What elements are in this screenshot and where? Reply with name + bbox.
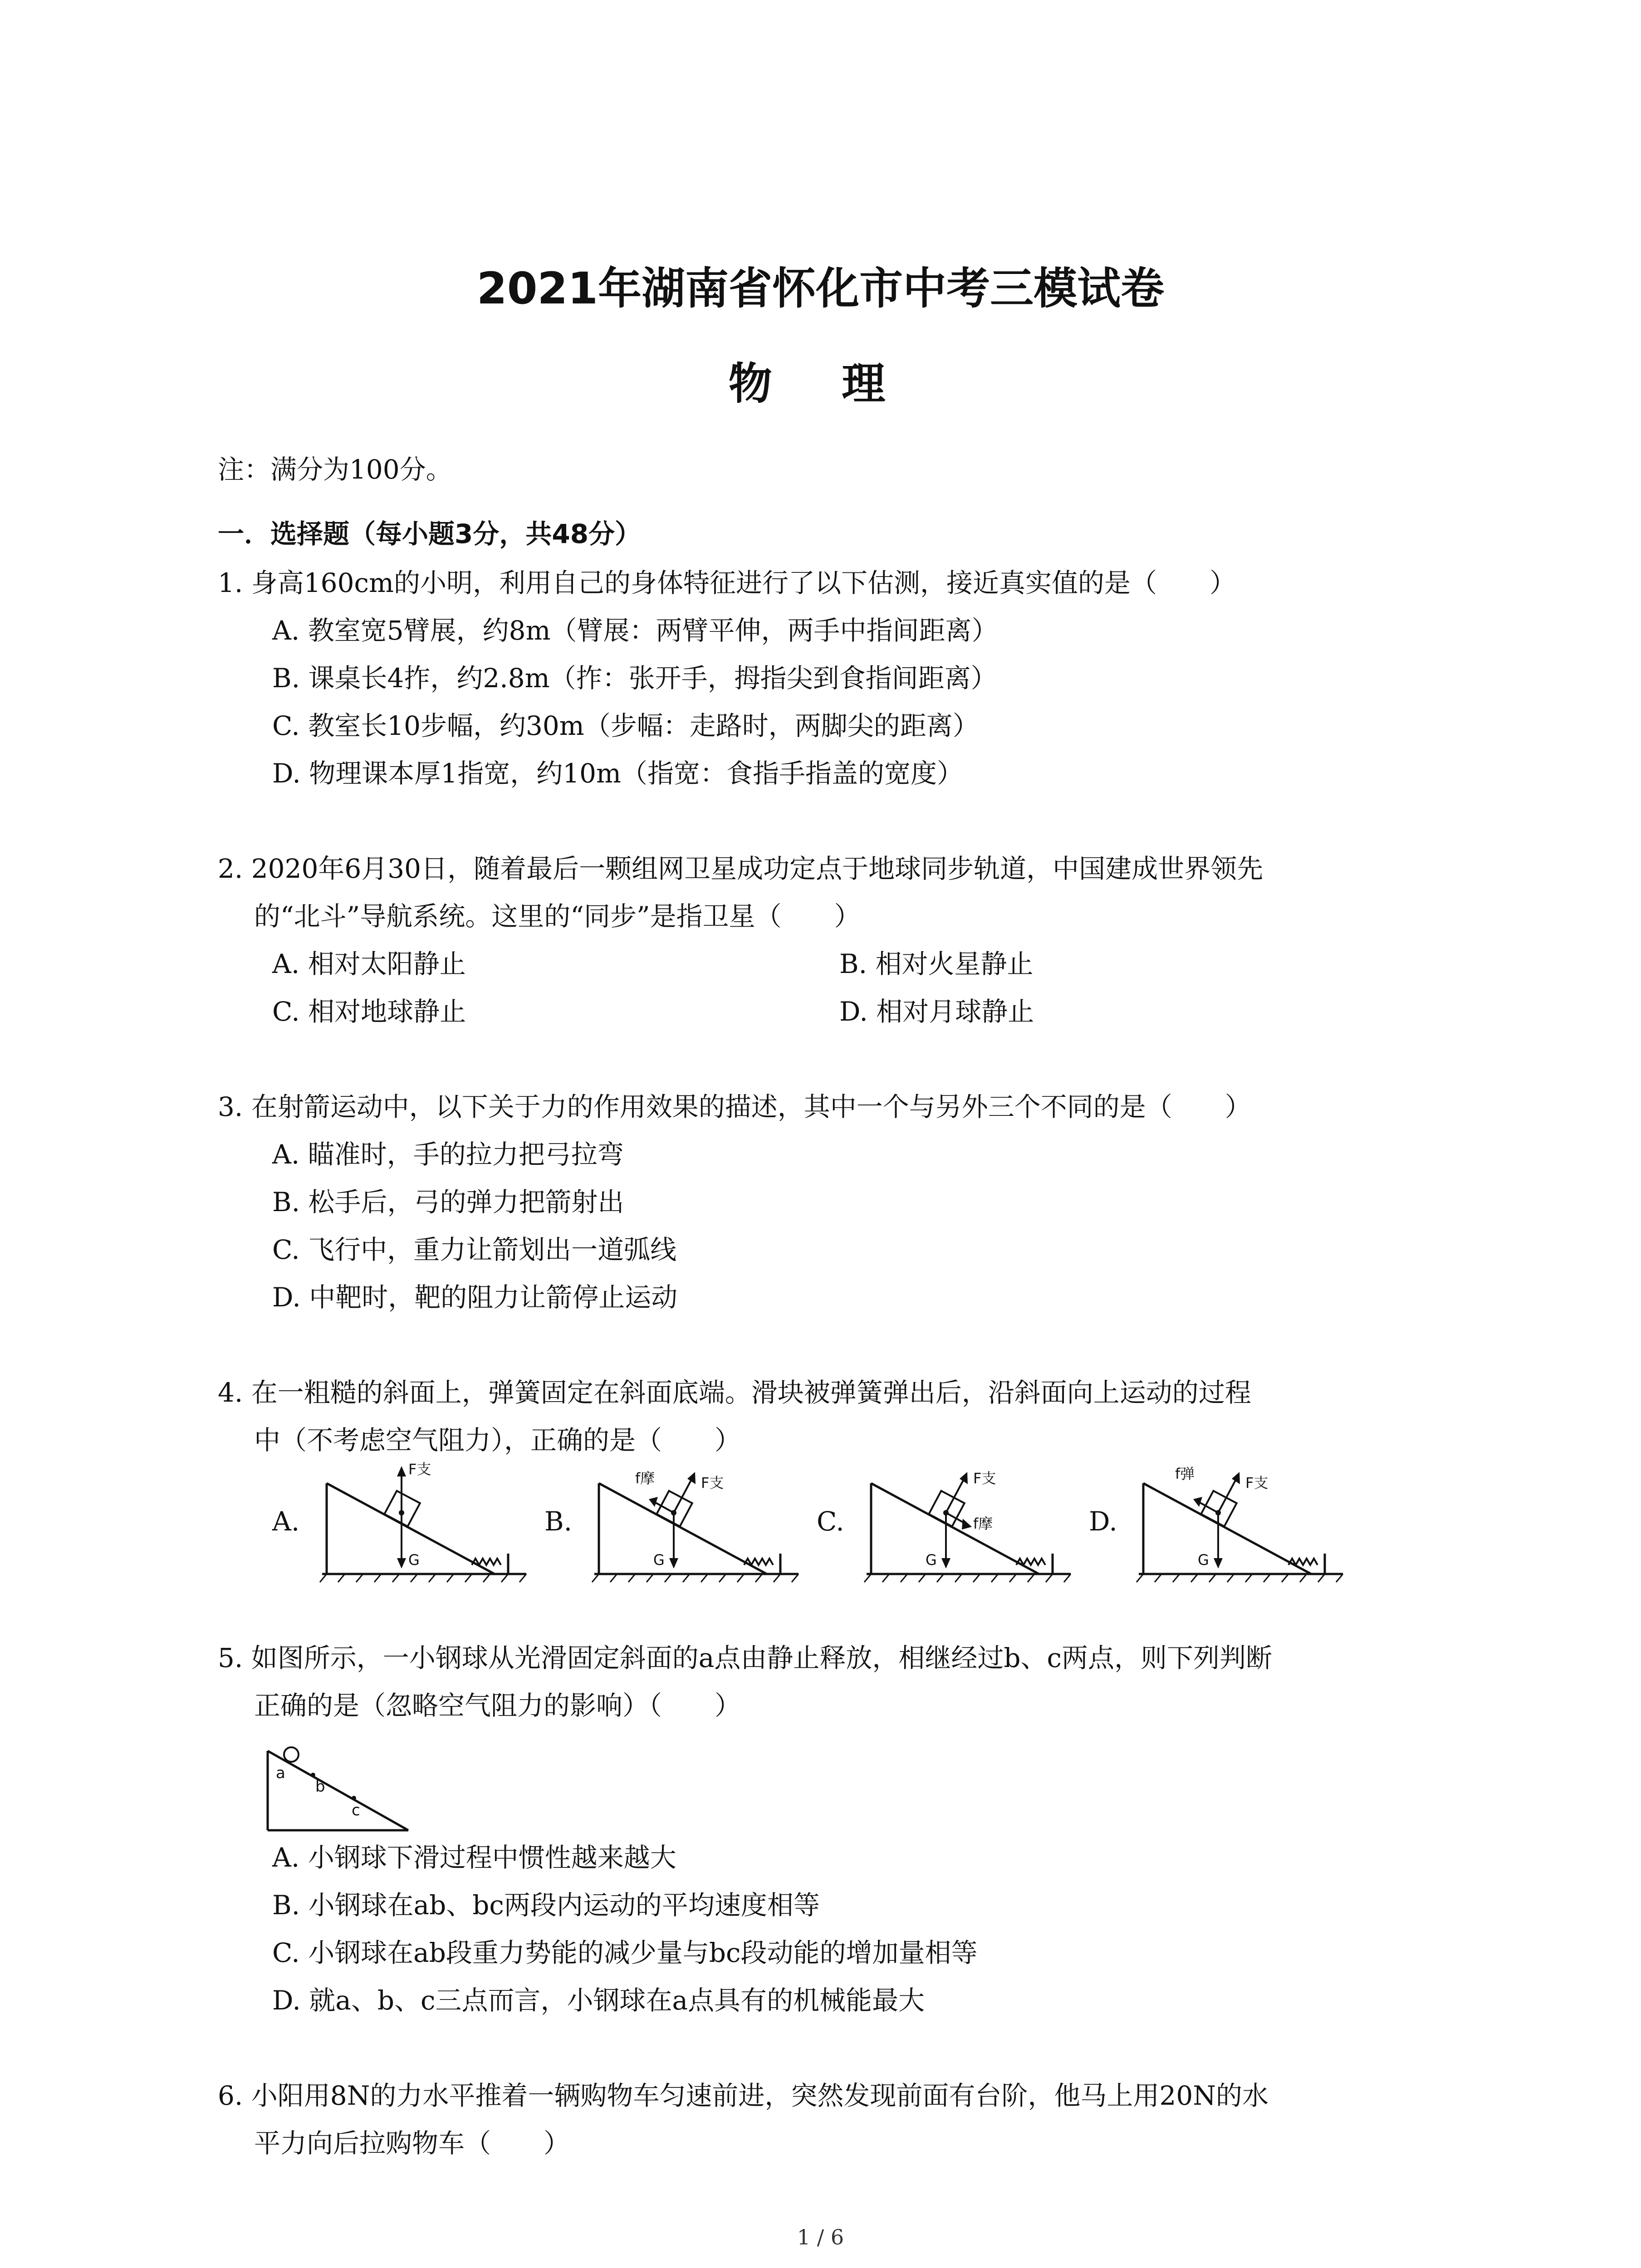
- question-2-option-b: B. 相对火星静止: [839, 948, 1034, 979]
- question-3-option-a: A. 瞄准时，手的拉力把弓拉弯: [272, 1139, 624, 1170]
- question-4-stem-line1: 4. 在一粗糙的斜面上，弹簧固定在斜面底端。滑块被弹簧弹出后，沿斜面向上运动的过程: [218, 1377, 1251, 1408]
- question-2-stem-line2: 的“北斗”导航系统。这里的“同步”是指卫星（ ）: [254, 901, 861, 932]
- point-label-a: a: [276, 1764, 285, 1782]
- question-5-option-b: B. 小钢球在ab、bc两段内运动的平均速度相等: [272, 1890, 820, 1921]
- force-label-gravity: G: [653, 1551, 665, 1569]
- question-4-label-a: A.: [272, 1506, 300, 1537]
- point-label-c: c: [352, 1801, 360, 1819]
- question-4-label-c: C.: [817, 1506, 844, 1537]
- question-1-option-a: A. 教室宽5臂展，约8m（臂展：两臂平伸，两手中指间距离）: [272, 615, 998, 646]
- question-4-diagram-b: [590, 1452, 808, 1588]
- point-c-dot: [352, 1796, 356, 1800]
- question-6-stem-line1: 6. 小阳用8N的力水平推着一辆购物车匀速前进，突然发现前面有台阶，他马上用20N的水: [218, 2080, 1269, 2111]
- question-5-stem-line1: 5. 如图所示，一小钢球从光滑固定斜面的a点由静止释放，相继经过b、c两点，则下列判断: [218, 1642, 1272, 1673]
- question-2-option-c: C. 相对地球静止: [272, 996, 466, 1027]
- question-1-option-b: B. 课桌长4拃，约2.8m（拃：张开手，拇指尖到食指间距离）: [272, 663, 997, 694]
- question-3-stem: 3. 在射箭运动中，以下关于力的作用效果的描述，其中一个与另外三个不同的是（ ）: [218, 1091, 1251, 1122]
- force-label-support: F支: [408, 1461, 431, 1478]
- question-2-option-d: D. 相对月球静止: [839, 996, 1034, 1027]
- force-label-gravity: G: [408, 1551, 420, 1569]
- score-note: 注：满分为100分。: [218, 454, 452, 485]
- point-label-b: b: [315, 1778, 325, 1796]
- page-number: 1 / 6: [797, 2225, 844, 2249]
- question-1-option-c: C. 教室长10步幅，约30m（步幅：走路时，两脚尖的距离）: [272, 710, 979, 741]
- point-b-dot: [311, 1773, 315, 1777]
- question-3-option-b: B. 松手后，弓的弹力把箭射出: [272, 1187, 624, 1217]
- section-heading: 一．选择题（每小题3分，共48分）: [218, 518, 642, 549]
- force-label-gravity: G: [926, 1551, 937, 1569]
- question-5-option-a: A. 小钢球下滑过程中惯性越来越大: [272, 1842, 676, 1873]
- question-5-option-d: D. 就a、b、c三点而言，小钢球在a点具有的机械能最大: [272, 1985, 925, 2016]
- force-label-support: F支: [973, 1470, 996, 1487]
- exam-title: 2021年湖南省怀化市中考三模试卷: [476, 263, 1165, 314]
- question-5-option-c: C. 小钢球在ab段重力势能的减少量与bc段动能的增加量相等: [272, 1937, 978, 1968]
- question-5-stem-line2: 正确的是（忽略空气阻力的影响）（ ）: [254, 1690, 741, 1721]
- force-label-friction: f摩: [973, 1515, 993, 1532]
- force-label-spring: f弹: [1175, 1465, 1195, 1482]
- question-4-diagram-d: [1134, 1452, 1352, 1588]
- force-label-support: F支: [1245, 1474, 1269, 1491]
- question-4-label-d: D.: [1089, 1506, 1117, 1537]
- force-label-support: F支: [701, 1474, 724, 1491]
- force-label-gravity: G: [1198, 1551, 1209, 1569]
- question-2-stem-line1: 2. 2020年6月30日，随着最后一颗组网卫星成功定点于地球同步轨道，中国建成世界领先: [218, 853, 1264, 884]
- subject-title: 物 理: [728, 358, 913, 409]
- force-label-friction: f摩: [635, 1470, 655, 1487]
- question-1-option-d: D. 物理课本厚1指宽，约10m（指宽：食指手指盖的宽度）: [272, 758, 964, 789]
- question-4-stem-line2: 中（不考虑空气阻力），正确的是（ ）: [254, 1425, 741, 1456]
- question-3-option-c: C. 飞行中，重力让箭划出一道弧线: [272, 1234, 677, 1265]
- question-2-option-a: A. 相对太阳静止: [272, 948, 466, 979]
- question-4-diagram-c: [862, 1452, 1080, 1588]
- question-6-stem-line2: 平力向后拉购物车（ ）: [254, 2128, 570, 2159]
- question-1-stem: 1. 身高160cm的小明，利用自己的身体特征进行了以下估测，接近真实值的是（ ）: [218, 567, 1236, 598]
- question-3-option-d: D. 中靶时，靶的阻力让箭停止运动: [272, 1282, 678, 1313]
- question-5-incline-figure: [263, 1733, 417, 1837]
- question-4-label-b: B.: [544, 1506, 573, 1537]
- question-4-diagram-a: [318, 1452, 535, 1588]
